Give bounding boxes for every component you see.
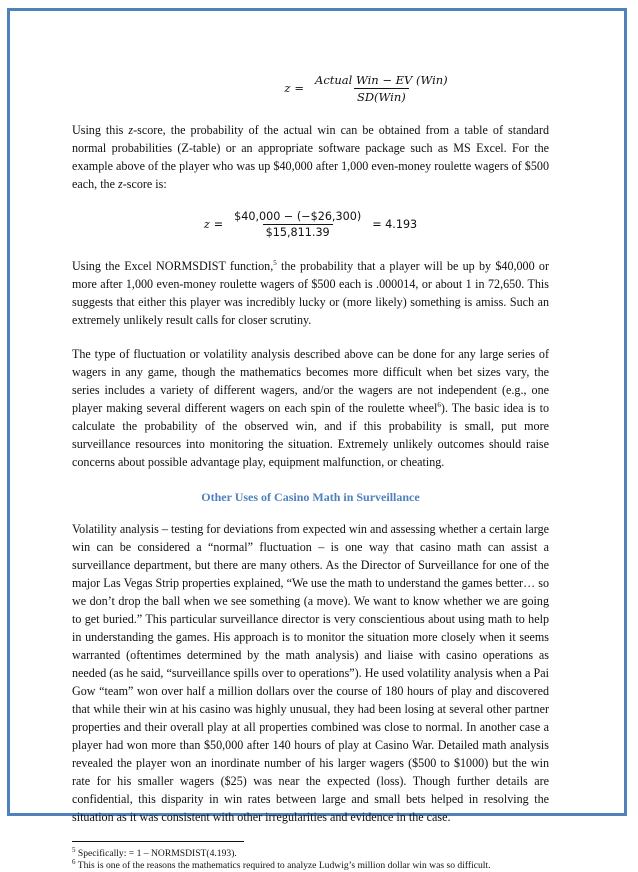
paragraph-other-uses: Volatility analysis – testing for deviations from expected win and assessing whether a certain large win can be considered a “normal” fluctuation – is one way that casino math can assist a surveillance department, but there are many others. As the Director of Surveillance for one of the major Las Vegas Strip properties explained, “We use the math to understand the games better… so we don’t drop the ball when we see something (a move). We want to know whether we are going to get buried.” This particular surveillance director is very conscientious about using math to help in understanding the games. His approach is to monitor the situation more closely when it seems warranted (oftentimes determined by the math analysis) and liaise with casino operations as needed (as he said, “surveillance spills over to operations”). He used volatility analysis when a Pai Gow “team” won over half a million dollars over the course of 180 hours of play and discovered that while their win at his casino was highly unusual, they had been losing at several other partner properties and their overall play at all properties combined was close to normal. In another case a player had won more than $50,000 after 140 hours of play at Casino War. Detailed math analysis revealed the player won an inordinate number of his larger wagers ($500 to $1000) but the win rate for his smaller wagers ($25) was near the expected (loss). Though further details are confidential, this disparity in win rates between large and small bets helped in resolving the situation as it was consistent with other irregularities and evidence in the case. [72,522,549,824]
calc-denominator: $15,811.39 [263,224,333,239]
calc-lhs: z [203,217,210,231]
paragraph-zscore-intro: Using this z-score, the probability of the actual win can be obtained from a table of standard normal probabilities (Z-table) or an appropriate software package such as MS Excel. For the example above of the player who was up $40,000 after 1,000 even-money roulette wagers of $500 each, the z-score is: [72,123,549,191]
section-heading: Other Uses of Casino Math in Surveillance [201,490,420,504]
formula-fraction [312,73,451,104]
footnote-separator [72,841,244,842]
z-score-calculation [72,205,549,243]
paragraph-volatility: The type of fluctuation or volatility analysis described above can be done for any large series of wagers in any game, though the mathematics becomes more difficult when bet sizes vary, the series includes a variety of different wagers, and/or the wagers are not independent (e.g., one player making several different wagers on each spin of the roulette wheel$^6$). The basic idea is to calculate the probability of the observed win, and if this probability is small, put more surveillance resources into monitoring the situation. Extremely unlikely outcomes should raise concerns about possible advantage play, equipment malfunction, or cheating. [72,347,549,469]
footnote-6: $^6$ This is one of the reasons the mathematics required to analyze Ludwig’s million dollar win was so difficult. [72,857,491,871]
footnote-ref-6[interactable]: 6 [437,400,441,409]
footnote-ref-5[interactable]: 5 [273,258,277,267]
formula-equals: = [294,81,305,95]
calc-equals: = [213,217,224,231]
calc-result: = 4.193 [372,217,418,231]
formula-numerator: Actual Win − EV (Win) [315,72,448,87]
page-content [72,70,549,872]
formula-denominator: SD(Win) [354,88,409,104]
paragraph-normsdist: Using the Excel NORMSDIST function,$^5$ the probability that a player will be up by $40,000 or more after 1,000 even-money roulette wagers of $500 each is .000014, or about 1 in 72,650. This suggests that either this player was incredibly lucky or (more likely) something is amiss. Such an extremely unlikely result calls for closer scrutiny. [72,258,549,327]
calc-fraction [231,210,364,239]
z-score-formula [72,70,549,106]
formula-lhs: z [284,81,291,95]
calc-numerator: $40,000 − (−$26,300) [234,209,362,223]
footnote-5: $^5$ Specifically: = 1 – NORMSDIST(4.193). [72,845,237,859]
